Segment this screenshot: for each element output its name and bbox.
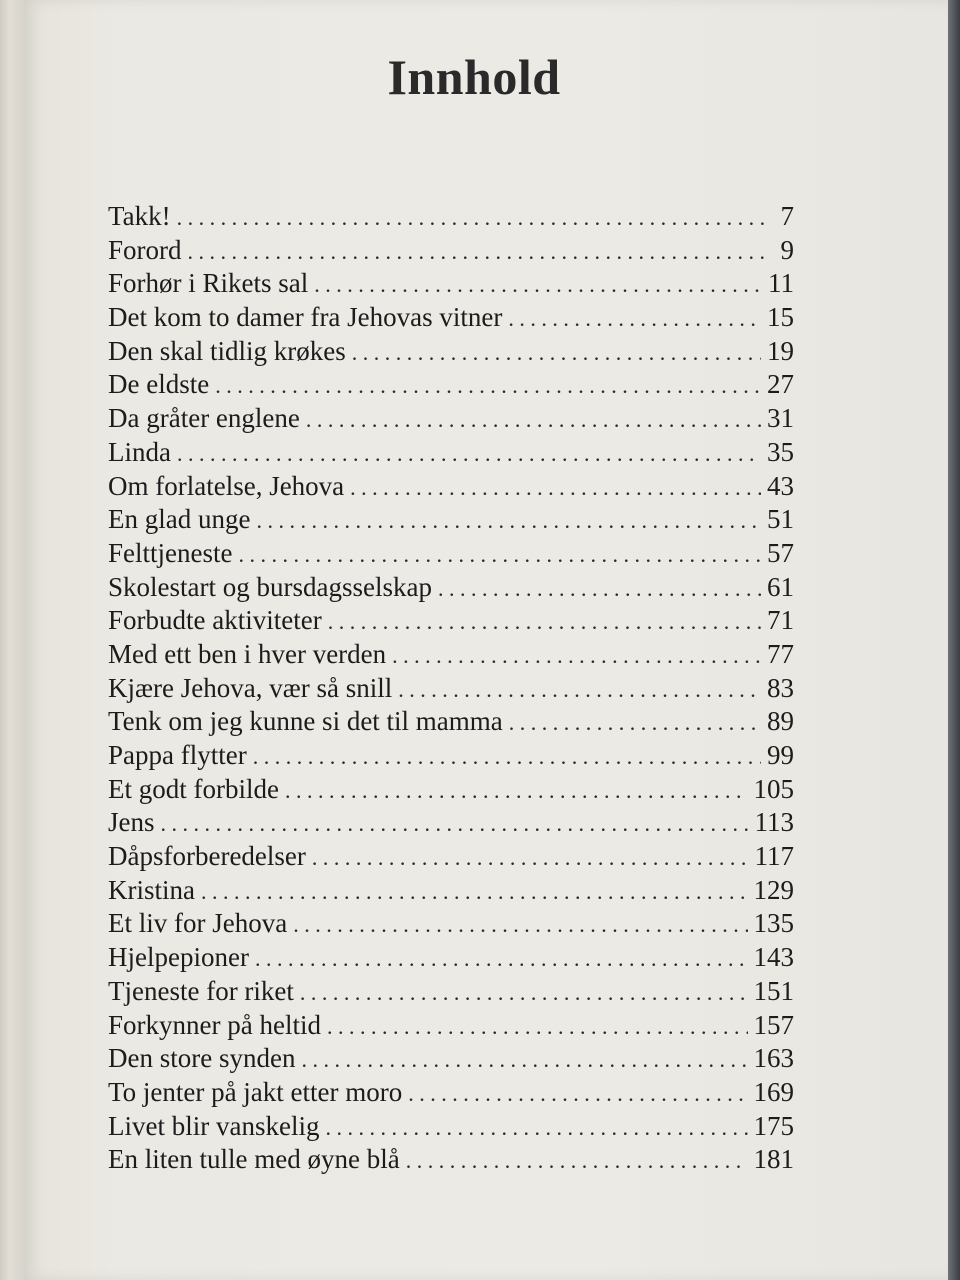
toc-entry [108, 840, 794, 874]
toc-entry [108, 436, 794, 470]
toc-entry [108, 301, 794, 335]
dot-leader [161, 807, 749, 841]
toc-entry-title: De eldste [108, 369, 210, 400]
toc-entry [108, 1009, 794, 1043]
dot-leader [293, 908, 747, 942]
toc-entry-page-number: 157 [753, 1009, 794, 1040]
toc-entry-title: Kjære Jehova, vær så snill [108, 672, 393, 703]
dot-leader [509, 706, 761, 740]
dot-leader [306, 403, 761, 437]
toc-entry-title: Det kom to damer fra Jehovas vitner [108, 302, 503, 333]
toc-entry-page-number: 151 [753, 975, 794, 1006]
dot-leader [253, 740, 761, 774]
toc-entry-title: Livet blir vanskelig [108, 1110, 320, 1141]
toc-entry-page-number: 105 [753, 773, 794, 804]
toc-entry-title: Forhør i Rikets sal [108, 268, 309, 299]
toc-entry-title: Dåpsforberedelser [108, 841, 306, 872]
toc-entry [108, 335, 794, 369]
dot-leader [215, 369, 761, 403]
toc-entry [108, 571, 794, 605]
toc-entry [108, 234, 794, 268]
toc-entry-page-number: 7 [780, 201, 794, 231]
toc-entry [108, 705, 794, 739]
toc-entry [108, 638, 794, 672]
toc-entry [108, 537, 794, 571]
toc-entry-page-number: 27 [767, 369, 794, 400]
dot-leader [325, 1111, 747, 1145]
dot-leader [312, 841, 749, 875]
dot-leader [188, 235, 769, 269]
toc-entry-page-number: 35 [767, 436, 794, 467]
table-of-contents [108, 200, 794, 1177]
toc-entry-title: Om forlatelse, Jehova [108, 470, 345, 501]
toc-entry-page-number: 15 [767, 302, 794, 333]
toc-entry-title: Den skal tidlig krøkes [108, 335, 346, 366]
toc-entry-title: Forkynner på heltid [108, 1009, 321, 1040]
toc-entry-page-number: 9 [780, 234, 794, 265]
toc-entry-title: Takk! [108, 201, 171, 231]
dot-leader [327, 1010, 748, 1044]
toc-entry-title: Tjeneste for riket [108, 975, 294, 1006]
toc-entry-title: Kristina [108, 874, 195, 905]
toc-entry [108, 200, 794, 234]
toc-entry-page-number: 89 [767, 706, 794, 737]
toc-entry [108, 975, 794, 1009]
toc-entry [108, 470, 794, 504]
toc-entry-page-number: 163 [753, 1043, 794, 1074]
toc-entry-title: En liten tulle med øyne blå [108, 1144, 400, 1175]
dot-leader [255, 942, 748, 976]
toc-entry [108, 773, 794, 807]
toc-entry-page-number: 169 [753, 1076, 794, 1107]
toc-entry-title: Jens [108, 807, 155, 838]
book-page [24, 0, 948, 1280]
toc-entry-title: Et godt forbilde [108, 773, 279, 804]
toc-entry-title: Da gråter englene [108, 403, 300, 434]
toc-entry-page-number: 113 [754, 807, 794, 838]
toc-entry [108, 907, 794, 941]
page-title: Innhold [387, 48, 561, 105]
dot-leader [300, 976, 748, 1010]
toc-entry-page-number: 135 [753, 908, 794, 939]
toc-entry [108, 503, 794, 537]
toc-entry [108, 941, 794, 975]
toc-entry-title: Skolestart og bursdagsselskap [108, 571, 432, 602]
toc-entry-page-number: 83 [767, 672, 794, 703]
dot-leader [350, 471, 761, 505]
toc-entry-title: Med ett ben i hver verden [108, 638, 387, 669]
toc-entry-page-number: 181 [753, 1144, 794, 1175]
dot-leader [438, 572, 761, 606]
toc-entry-page-number: 129 [753, 874, 794, 905]
toc-entry [108, 806, 794, 840]
dot-leader [398, 673, 761, 707]
toc-entry-page-number: 143 [753, 942, 794, 973]
dot-leader [352, 336, 761, 370]
toc-entry [108, 604, 794, 638]
dot-leader [256, 504, 761, 538]
background-edge [948, 0, 960, 1280]
toc-entry-page-number: 57 [767, 537, 794, 568]
toc-entry-title: Tenk om jeg kunne si det til mamma [108, 706, 503, 737]
toc-entry-title: Felttjeneste [108, 537, 233, 568]
toc-entry-title: To jenter på jakt etter moro [108, 1076, 403, 1107]
toc-entry [108, 1143, 794, 1177]
dot-leader [314, 268, 762, 302]
toc-entry-page-number: 11 [768, 268, 794, 299]
toc-entry-page-number: 99 [767, 740, 794, 770]
toc-entry-page-number: 43 [767, 470, 794, 501]
toc-entry [108, 267, 794, 301]
adjacent-page-edge [0, 0, 25, 1280]
toc-entry [108, 368, 794, 402]
toc-entry-page-number: 117 [754, 841, 794, 872]
dot-leader [508, 302, 761, 336]
dot-leader [392, 639, 761, 673]
toc-entry-title: Forord [108, 234, 182, 265]
toc-entry-title: Forbudte aktiviteter [108, 605, 322, 636]
toc-entry [108, 1042, 794, 1076]
dot-leader [285, 774, 748, 808]
toc-entry-page-number: 175 [753, 1110, 794, 1141]
toc-entry-page-number: 51 [767, 504, 794, 535]
toc-entry-page-number: 71 [767, 605, 794, 636]
toc-entry-page-number: 61 [767, 571, 794, 602]
dot-leader [328, 605, 761, 639]
toc-entry-title: Linda [108, 436, 171, 467]
toc-entry [108, 402, 794, 436]
toc-entry-title: Pappa flytter [108, 740, 247, 770]
toc-entry-title: Hjelpepioner [108, 942, 249, 973]
dot-leader [177, 201, 768, 235]
toc-entry-title: En glad unge [108, 504, 251, 535]
toc-entry [108, 1110, 794, 1144]
dot-leader [177, 437, 761, 471]
toc-entry [108, 874, 794, 908]
toc-entry-page-number: 19 [767, 335, 794, 366]
dot-leader [238, 538, 761, 572]
toc-entry-page-number: 77 [767, 638, 794, 669]
toc-entry-title: Et liv for Jehova [108, 908, 288, 939]
toc-entry-title: Den store synden [108, 1043, 296, 1074]
toc-entry [108, 1076, 794, 1110]
dot-leader [201, 875, 748, 909]
toc-entry-page-number: 31 [767, 403, 794, 434]
dot-leader [301, 1043, 747, 1077]
toc-entry [108, 739, 794, 773]
toc-entry [108, 672, 794, 706]
dot-leader [406, 1144, 748, 1178]
dot-leader [408, 1077, 747, 1111]
